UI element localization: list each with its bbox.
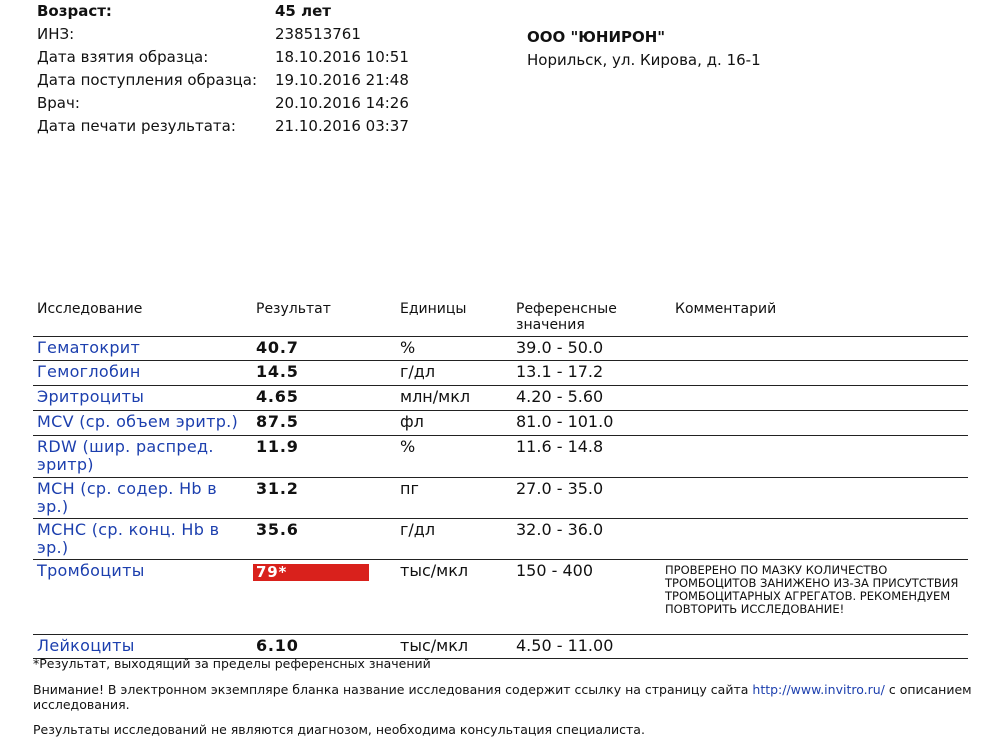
test-link[interactable]: Тромбоциты: [37, 561, 145, 580]
reference-range: 13.1 - 17.2: [516, 362, 604, 381]
result-value: 40.7: [256, 338, 299, 357]
units: г/дл: [400, 520, 436, 539]
test-link[interactable]: MCH (ср. содер. Hb в эр.): [37, 479, 217, 516]
table-row: [33, 519, 968, 560]
header-result: Результат: [256, 301, 331, 317]
org-name: ООО "ЮНИРОН": [527, 28, 666, 46]
info-row-sample-received: [37, 69, 497, 92]
units: пг: [400, 479, 419, 498]
organization: [527, 26, 761, 72]
test-link[interactable]: MCHC (ср. конц. Hb в эр.): [37, 520, 220, 557]
test-link[interactable]: Лейкоциты: [37, 636, 135, 655]
test-link[interactable]: MCV (ср. объем эритр.): [37, 412, 239, 431]
table-row: [33, 478, 968, 519]
header-units: Единицы: [400, 301, 467, 317]
info-label: Дата печати результата:: [37, 117, 236, 135]
info-label: Дата взятия образца:: [37, 48, 209, 66]
header-ref-line1: Референсные: [516, 301, 617, 317]
results-table: [33, 298, 968, 659]
info-value: 45 лет: [275, 2, 331, 20]
disclaimer: Результаты исследований не являются диагнозом, необходима консультация специалиста.: [33, 722, 645, 737]
info-label: Врач:: [37, 94, 80, 112]
abnormal-result-badge: 79*: [253, 564, 369, 581]
table-row-flagged: [33, 560, 968, 635]
header-name: Исследование: [37, 301, 143, 317]
warning-note: [33, 682, 973, 712]
result-value: 14.5: [256, 362, 299, 381]
reference-range: 150 - 400: [516, 561, 594, 580]
table-row: [33, 411, 968, 436]
units: г/дл: [400, 362, 436, 381]
notes: [33, 656, 973, 737]
footnote: *Результат, выходящий за пределы референсных значений: [33, 656, 431, 671]
result-value: 35.6: [256, 520, 299, 539]
info-label: ИНЗ:: [37, 25, 75, 43]
table-row: [33, 386, 968, 411]
result-value: 31.2: [256, 479, 299, 498]
info-value: 238513761: [275, 25, 361, 43]
reference-range: 27.0 - 35.0: [516, 479, 604, 498]
result-comment: ПРОВЕРЕНО ПО МАЗКУ КОЛИЧЕСТВО ТРОМБОЦИТОВ ЗАНИЖЕНО ИЗ-ЗА ПРИСУТСТВИЯ ТРОМБОЦИТАРНЫХ АГРЕГАТОВ. РЕКОМЕНДУЕМ ПОВТОРИТЬ ИССЛЕДОВАНИЕ!: [665, 563, 959, 616]
info-label: Дата поступления образца:: [37, 71, 257, 89]
result-value: 6.10: [256, 636, 299, 655]
reference-range: 11.6 - 14.8: [516, 437, 604, 456]
table-header: [33, 298, 968, 337]
info-value: 20.10.2016 14:26: [275, 94, 409, 112]
reference-range: 32.0 - 36.0: [516, 520, 604, 539]
info-value: 19.10.2016 21:48: [275, 71, 409, 89]
info-row-sample-taken: [37, 46, 497, 69]
reference-range: 39.0 - 50.0: [516, 338, 604, 357]
header-comment: Комментарий: [675, 301, 777, 317]
info-row-inz: [37, 23, 497, 46]
test-link[interactable]: RDW (шир. распред. эритр): [37, 437, 214, 474]
result-value: 87.5: [256, 412, 299, 431]
result-value: 4.65: [256, 387, 299, 406]
warning-text: Внимание! В электронном экземпляре бланка название исследования содержит ссылку на страницу сайта: [33, 682, 753, 697]
reference-range: 4.50 - 11.00: [516, 636, 614, 655]
units: %: [400, 338, 416, 357]
units: тыс/мкл: [400, 561, 469, 580]
test-link[interactable]: Гематокрит: [37, 338, 141, 357]
reference-range: 4.20 - 5.60: [516, 387, 604, 406]
info-label: Возраст:: [37, 2, 112, 20]
header-ref-line2: значения: [516, 317, 585, 333]
info-row-doctor: [37, 92, 497, 115]
units: млн/мкл: [400, 387, 471, 406]
patient-info: [37, 0, 497, 138]
table-row: [33, 436, 968, 478]
reference-range: 81.0 - 101.0: [516, 412, 614, 431]
org-address: Норильск, ул. Кирова, д. 16-1: [527, 51, 761, 69]
units: тыс/мкл: [400, 636, 469, 655]
result-value: 11.9: [256, 437, 299, 456]
table-row: [33, 337, 968, 361]
units: %: [400, 437, 416, 456]
warning-text-end: с описанием исследования.: [33, 682, 972, 712]
test-link[interactable]: Гемоглобин: [37, 362, 141, 381]
test-link[interactable]: Эритроциты: [37, 387, 145, 406]
info-value: 21.10.2016 03:37: [275, 117, 409, 135]
info-value: 18.10.2016 10:51: [275, 48, 409, 66]
table-row: [33, 361, 968, 386]
invitro-link[interactable]: http://www.invitro.ru/: [752, 682, 885, 697]
units: фл: [400, 412, 424, 431]
header-reference: [516, 301, 617, 333]
info-row-age: [37, 0, 497, 23]
info-row-print-date: [37, 115, 497, 138]
